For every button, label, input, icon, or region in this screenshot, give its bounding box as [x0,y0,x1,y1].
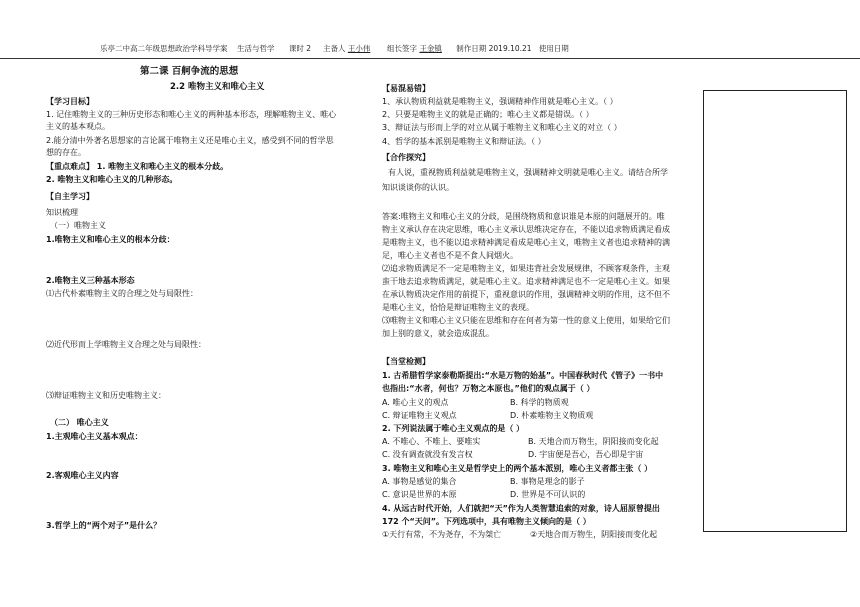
key-point-2: 2. 唯物主义和唯心主义的几种形态。 [46,175,178,184]
question-4: 2.客观唯心主义内容 [46,471,119,480]
test-1-option-b: B. 科学的物质观 [510,398,569,407]
answer-line-10: 加上别的意义，就会造成混乱。 [382,329,494,338]
test-1-line-1: 1. 古希腊哲学家泰勒斯提出:“水是万物的始基”。中国春秋时代《管子》一书中 [382,371,664,380]
lesson-number: 2 [306,44,312,53]
lesson-label: 课时 [288,44,304,53]
part-1-heading: （一）唯物主义 [50,221,106,230]
school-title: 乐亭二中高二年级思想政治学科导学案 [100,44,228,53]
test-3-option-b: B. 事物是理念的影子 [510,477,585,486]
mistake-4: 4、哲学的基本派别是唯物主义和辩证法。（ ） [382,137,546,146]
lesson-subtitle: 2.2 唯物主义和唯心主义 [170,82,265,92]
question-3: 1.主观唯心主义基本观点： [46,432,143,441]
answer-line-3: 是唯物主义，也不能以追求精神满足看成是唯心主义，唯物主义者也追求精神的满 [382,238,670,247]
test-3-option-d: D. 世界是不可认识的 [510,490,586,499]
reviewer-name: 王金镇 [419,44,442,53]
test-3-question: 3. 唯物主义和唯心主义是哲学史上的两个基本派别，唯心主义者都主张（ ） [382,464,653,473]
mistake-1: 1、承认物质利益就是唯物主义，强调精神作用就是唯心主义。（ ） [382,97,618,106]
lesson-title: 第二课 百舸争流的思想 [140,66,239,77]
answer-line-6: 蛮干地去追求物质满足，就是唯心主义。追求精神满足也不一定是唯心主义。如果 [382,277,670,286]
author-name: 王小伟 [347,44,371,53]
mistake-2: 2、只要是唯物主义的就是正确的；唯心主义都是错误。（ ） [382,110,594,119]
cooperate-line-2: 知识谈谈你的认识。 [382,183,454,192]
test-4-line-1: 4. 从远古时代开始，人们就把“天”作为人类智慧追索的对象，诗人屈原曾提出 [382,504,660,513]
answer-line-1: 答案:唯物主义和唯心主义的分歧，是围绕物质和意识谁是本原的问题展开的。唯 [382,212,665,221]
test-1-line-2: 也指出:“水者，何也？万物之本原也。”他们的观点属于（ ） [382,384,595,393]
easy-mistakes-heading: 【易混易错】 [382,84,430,93]
test-heading: 【当堂检测】 [382,357,430,366]
question-5: 3.哲学上的“两个对子”是什么？ [46,521,162,530]
use-date-label: 使用日期 [538,44,569,53]
question-2c: ⑶辩证唯物主义和历史唯物主义： [46,391,166,400]
header-divider [0,58,860,59]
date-label: 制作日期 [456,44,487,53]
page-header [100,44,720,54]
cooperate-line-1: 有人说，重视物质利益就是唯物主义，强调精神文明就是唯心主义。请结合所学 [388,168,668,177]
book-name: 生活与哲学 [237,44,275,53]
date-value: 2019.10.21 [488,44,532,53]
goals-heading: 【学习目标】 [46,97,94,106]
test-2-option-b: B. 天地合而万物生，阴阳接而变化起 [528,437,659,446]
key-point-1: 【重点难点】 1. 唯物主义和唯心主义的根本分歧。 [46,162,229,171]
answer-line-9: ⑶唯物主义和唯心主义只能在思维和存在何者为第一性的意义上使用，如果给它们 [382,316,670,325]
goal-2-line-2: 想的存在。 [46,148,86,157]
test-1-option-d: D. 朴素唯物主义物质观 [510,411,594,420]
answer-line-2: 物主义承认存在决定思维，唯心主义承认思维决定存在，不能以追求物质满足看成 [382,225,670,234]
self-study-heading: 【自主学习】 [46,192,94,201]
answer-line-4: 足，唯心主义者也不是不食人间烟火。 [382,251,518,260]
goal-1-line-1: 1. 记住唯物主义的三种历史形态和唯心主义的两种基本形态，理解唯物主义、唯心 [46,110,337,119]
reviewer-label: 组长签字 [387,44,418,53]
answer-line-8: 是唯心主义，恰恰是辩证唯物主义的表现。 [382,303,534,312]
question-2a: ⑴古代朴素唯物主义的合理之处与局限性： [46,289,198,298]
test-2-option-a: A. 不唯心、不唯上、要唯实 [382,437,481,446]
question-2: 2.唯物主义三种基本形态 [46,276,135,285]
test-3-option-c: C. 意识是世界的本原 [382,490,457,499]
notes-box [703,90,847,532]
test-2-question: 2. 下列说法属于唯心主义观点的是（ ） [382,424,525,433]
answer-line-7: 在承认物质决定作用的前提下，重视意识的作用，强调精神文明的作用，这不但不 [382,290,670,299]
knowledge-label: 知识梳理 [46,208,78,217]
goal-1-line-2: 主义的基本观点。 [46,122,110,131]
part-2-heading: （二） 唯心主义 [50,418,109,427]
test-4-choice-2: ②天地合而万物生，阴阳接而变化起 [530,530,658,539]
test-4-choice-1: ①天行有常，不为尧存，不为桀亡 [382,530,502,539]
test-2-option-d: D. 宇宙便是吾心，吾心即是宇宙 [528,450,644,459]
cooperate-heading: 【合作探究】 [382,153,430,162]
question-1: 1.唯物主义和唯心主义的根本分歧： [46,235,175,244]
test-1-option-c: C. 辩证唯物主义观点 [382,411,457,420]
test-3-option-a: A. 事物是感觉的集合 [382,477,457,486]
answer-line-5: ⑵追求物质满足不一定是唯物主义，如果违背社会发展规律，不顾客观条件，主观 [382,264,670,273]
test-2-option-c: C. 没有调查就没有发言权 [382,450,473,459]
test-4-line-2: 172 个“天问”。下列选项中，具有唯物主义倾向的是（ ） [382,517,591,526]
test-1-option-a: A. 唯心主义的观点 [382,398,449,407]
question-2b: ⑵近代形而上学唯物主义合理之处与局限性： [46,340,206,349]
goal-2-line-1: 2.能分清中外著名思想家的言论属于唯物主义还是唯心主义，感受到不同的哲学思 [46,136,334,145]
mistake-3: 3、辩证法与形而上学的对立从属于唯物主义和唯心主义的对立（ ） [382,123,622,132]
author-label: 主备人 [322,44,346,53]
